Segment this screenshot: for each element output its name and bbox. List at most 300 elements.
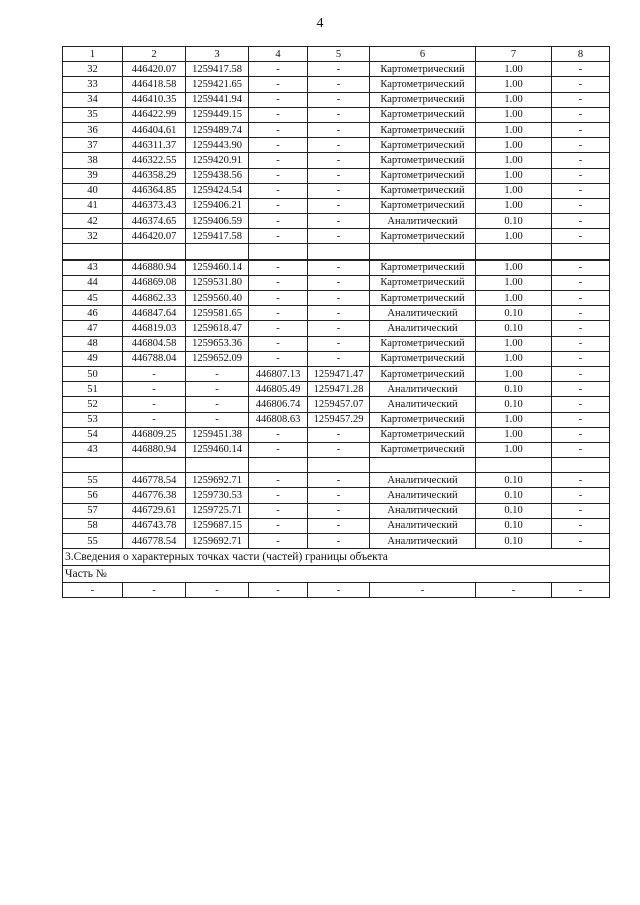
table-row <box>63 488 610 503</box>
table-cell: - <box>249 488 308 503</box>
table-cell: - <box>308 77 370 92</box>
table-cell: 446410.35 <box>123 92 186 107</box>
empty-cell <box>476 244 552 260</box>
table-cell: 58 <box>63 518 123 533</box>
table-row <box>63 77 610 92</box>
table-row <box>63 214 610 229</box>
table-cell: 1.00 <box>476 153 552 168</box>
table-cell: 0.10 <box>476 503 552 518</box>
table-cell: - <box>552 275 610 290</box>
empty-cell <box>476 458 552 473</box>
table-cell: Картометрический <box>370 351 476 366</box>
table-cell: - <box>308 214 370 229</box>
empty-cell <box>123 244 186 260</box>
table-cell: 1.00 <box>476 107 552 122</box>
table-cell: - <box>552 107 610 122</box>
column-header: 4 <box>249 47 308 62</box>
column-header: 6 <box>370 47 476 62</box>
empty-cell <box>123 458 186 473</box>
table-cell: - <box>552 442 610 457</box>
table-cell: - <box>308 291 370 306</box>
table-cell: 1.00 <box>476 229 552 244</box>
table-cell: Аналитический <box>370 306 476 321</box>
table-cell: 1259692.71 <box>186 473 249 488</box>
table-cell: 37 <box>63 138 123 153</box>
table-cell: - <box>308 122 370 137</box>
table-cell: - <box>552 427 610 442</box>
header-row <box>63 47 610 62</box>
table-cell: 446373.43 <box>123 198 186 213</box>
table-cell: 48 <box>63 336 123 351</box>
table-cell: - <box>249 351 308 366</box>
table-cell: Аналитический <box>370 473 476 488</box>
table-cell: 446880.94 <box>123 260 186 276</box>
table-cell: 446862.33 <box>123 291 186 306</box>
table-cell: 52 <box>63 397 123 412</box>
table-cell: - <box>370 583 476 598</box>
table-row <box>63 427 610 442</box>
empty-cell <box>249 458 308 473</box>
table-cell: 446778.54 <box>123 473 186 488</box>
column-header: 8 <box>552 47 610 62</box>
table-cell: 38 <box>63 153 123 168</box>
table-cell: - <box>552 503 610 518</box>
table-cell: - <box>552 397 610 412</box>
empty-cell <box>370 458 476 473</box>
table-cell: 1259457.29 <box>308 412 370 427</box>
table-cell: 55 <box>63 473 123 488</box>
table-cell: 1259424.54 <box>186 183 249 198</box>
table-cell: 446819.03 <box>123 321 186 336</box>
table-cell: - <box>552 183 610 198</box>
table-cell: - <box>249 153 308 168</box>
table-cell: - <box>249 260 308 276</box>
table-cell: - <box>308 351 370 366</box>
table-row <box>63 62 610 77</box>
table-cell: - <box>308 518 370 533</box>
table-cell: - <box>552 229 610 244</box>
table-cell: - <box>249 77 308 92</box>
table-cell: 1.00 <box>476 92 552 107</box>
table-cell: - <box>123 382 186 397</box>
part-label: Часть № <box>63 566 610 583</box>
table-cell: 446422.99 <box>123 107 186 122</box>
table-cell: - <box>552 518 610 533</box>
table-cell: - <box>308 260 370 276</box>
table-cell: 1259460.14 <box>186 260 249 276</box>
table-cell: 446418.58 <box>123 77 186 92</box>
table-cell: Аналитический <box>370 518 476 533</box>
table-cell: - <box>186 366 249 381</box>
table-cell: - <box>123 412 186 427</box>
table-cell: - <box>308 107 370 122</box>
table-cell: 56 <box>63 488 123 503</box>
table-cell: 0.10 <box>476 488 552 503</box>
empty-cell <box>370 244 476 260</box>
table-cell: 446847.64 <box>123 306 186 321</box>
table-cell: 1.00 <box>476 122 552 137</box>
table-cell: - <box>249 518 308 533</box>
table-cell: - <box>552 291 610 306</box>
table-cell: Картометрический <box>370 229 476 244</box>
table-row <box>63 107 610 122</box>
table-cell: - <box>186 412 249 427</box>
table-cell: - <box>552 198 610 213</box>
empty-cell <box>186 458 249 473</box>
table-cell: 446364.85 <box>123 183 186 198</box>
table-row <box>63 198 610 213</box>
table-cell: - <box>249 442 308 457</box>
table-cell: 1259687.15 <box>186 518 249 533</box>
table-cell: 446869.08 <box>123 275 186 290</box>
table-cell: 1.00 <box>476 351 552 366</box>
table-cell: - <box>249 291 308 306</box>
table-row <box>63 366 610 381</box>
table-cell: 1259581.65 <box>186 306 249 321</box>
table-cell: - <box>552 321 610 336</box>
table-cell: 46 <box>63 306 123 321</box>
table-cell: 0.10 <box>476 321 552 336</box>
table-cell: Картометрический <box>370 92 476 107</box>
table-cell: - <box>476 583 552 598</box>
table-cell: 1259489.74 <box>186 122 249 137</box>
empty-cell <box>63 244 123 260</box>
table-row <box>63 291 610 306</box>
empty-cell <box>308 244 370 260</box>
table-cell: - <box>308 198 370 213</box>
table-cell: 446420.07 <box>123 229 186 244</box>
table-cell: - <box>249 503 308 518</box>
table-cell: - <box>308 321 370 336</box>
table-row <box>63 229 610 244</box>
table-row <box>63 412 610 427</box>
table-cell: 1259406.59 <box>186 214 249 229</box>
empty-cell <box>308 458 370 473</box>
table-cell: - <box>552 306 610 321</box>
table-cell: 0.10 <box>476 397 552 412</box>
table-cell: 1259652.09 <box>186 351 249 366</box>
table-cell: 41 <box>63 198 123 213</box>
table-cell: - <box>308 336 370 351</box>
table-cell: - <box>186 397 249 412</box>
table-cell: - <box>552 77 610 92</box>
table-row <box>63 183 610 198</box>
table-cell: - <box>249 427 308 442</box>
table-cell: - <box>308 306 370 321</box>
column-header: 5 <box>308 47 370 62</box>
table-cell: - <box>308 583 370 598</box>
table-cell: - <box>308 275 370 290</box>
table-cell: - <box>249 321 308 336</box>
table-cell: 0.10 <box>476 473 552 488</box>
table-cell: - <box>249 183 308 198</box>
table-cell: 1259560.40 <box>186 291 249 306</box>
table-cell: - <box>308 168 370 183</box>
table-cell: 43 <box>63 442 123 457</box>
table-cell: - <box>249 62 308 77</box>
table-cell: - <box>308 153 370 168</box>
table-cell: 1.00 <box>476 260 552 276</box>
table-cell: 1259653.36 <box>186 336 249 351</box>
table-cell: 1259406.21 <box>186 198 249 213</box>
table-cell: 446729.61 <box>123 503 186 518</box>
table-cell: 40 <box>63 183 123 198</box>
table-cell: - <box>308 488 370 503</box>
table-cell: 1259438.56 <box>186 168 249 183</box>
spacer-row <box>63 458 610 473</box>
table-row <box>63 138 610 153</box>
table-cell: 55 <box>63 534 123 549</box>
table-cell: - <box>249 583 308 598</box>
table-cell: 35 <box>63 107 123 122</box>
table-cell: 1.00 <box>476 366 552 381</box>
table-cell: 1.00 <box>476 168 552 183</box>
table-row <box>63 518 610 533</box>
table-cell: 1.00 <box>476 412 552 427</box>
table-cell: 1.00 <box>476 138 552 153</box>
page-number: 4 <box>316 16 324 31</box>
table-cell: 1.00 <box>476 427 552 442</box>
table-cell: - <box>552 336 610 351</box>
table-cell: 34 <box>63 92 123 107</box>
table-cell: 1.00 <box>476 62 552 77</box>
table-cell: - <box>249 275 308 290</box>
table-cell: 54 <box>63 427 123 442</box>
table-cell: Картометрический <box>370 427 476 442</box>
table-cell: 446322.55 <box>123 153 186 168</box>
table-cell: - <box>308 138 370 153</box>
table-cell: - <box>552 583 610 598</box>
table-cell: 1.00 <box>476 198 552 213</box>
table-cell: - <box>249 534 308 549</box>
table-cell: 1.00 <box>476 336 552 351</box>
table-cell: 1259443.90 <box>186 138 249 153</box>
empty-cell <box>552 244 610 260</box>
table-cell: 44 <box>63 275 123 290</box>
table-cell: - <box>552 122 610 137</box>
table-cell: - <box>308 534 370 549</box>
table-cell: 1259420.91 <box>186 153 249 168</box>
part-label-row <box>63 566 610 583</box>
table-row <box>63 92 610 107</box>
table-cell: - <box>123 366 186 381</box>
table-cell: - <box>552 351 610 366</box>
table-cell: Картометрический <box>370 168 476 183</box>
table-cell: - <box>552 138 610 153</box>
table-row <box>63 260 610 276</box>
section-row <box>63 549 610 566</box>
table-cell: Картометрический <box>370 260 476 276</box>
table-row <box>63 397 610 412</box>
table-cell: Картометрический <box>370 275 476 290</box>
table-cell: 1.00 <box>476 275 552 290</box>
table-cell: - <box>552 153 610 168</box>
table-cell: - <box>249 122 308 137</box>
table-cell: 0.10 <box>476 518 552 533</box>
table-cell: 1.00 <box>476 77 552 92</box>
table-cell: - <box>552 412 610 427</box>
table-cell: - <box>308 503 370 518</box>
table-row <box>63 321 610 336</box>
table-cell: 0.10 <box>476 534 552 549</box>
table-cell: 446743.78 <box>123 518 186 533</box>
table-cell: 1259692.71 <box>186 534 249 549</box>
table-cell: 1259457.07 <box>308 397 370 412</box>
table-row <box>63 473 610 488</box>
table-cell: 1.00 <box>476 291 552 306</box>
table-cell: Картометрический <box>370 107 476 122</box>
table-cell: - <box>249 229 308 244</box>
table-cell: 47 <box>63 321 123 336</box>
table-cell: 39 <box>63 168 123 183</box>
table-cell: 0.10 <box>476 214 552 229</box>
table-cell: 1259417.58 <box>186 229 249 244</box>
table-cell: 446358.29 <box>123 168 186 183</box>
table-cell: 1259531.80 <box>186 275 249 290</box>
table-cell: Аналитический <box>370 321 476 336</box>
table-cell: - <box>552 473 610 488</box>
table-cell: Аналитический <box>370 534 476 549</box>
table-cell: 1.00 <box>476 183 552 198</box>
part-values-row <box>63 583 610 598</box>
table-cell: 33 <box>63 77 123 92</box>
table-cell: 42 <box>63 214 123 229</box>
table-cell: 446806.74 <box>249 397 308 412</box>
table-cell: - <box>552 214 610 229</box>
table-cell: - <box>552 260 610 276</box>
table-cell: 446808.63 <box>249 412 308 427</box>
table-cell: 36 <box>63 122 123 137</box>
table-cell: Аналитический <box>370 503 476 518</box>
table-cell: 446778.54 <box>123 534 186 549</box>
table-cell: Картометрический <box>370 336 476 351</box>
table-cell: - <box>552 366 610 381</box>
table-cell: 446788.04 <box>123 351 186 366</box>
table-cell: - <box>308 427 370 442</box>
table-cell: 446404.61 <box>123 122 186 137</box>
table-cell: 53 <box>63 412 123 427</box>
table-cell: Картометрический <box>370 291 476 306</box>
table-cell: 446374.65 <box>123 214 186 229</box>
column-header: 2 <box>123 47 186 62</box>
table-cell: 49 <box>63 351 123 366</box>
column-header: 7 <box>476 47 552 62</box>
table-cell: 1259725.71 <box>186 503 249 518</box>
table-cell: Картометрический <box>370 122 476 137</box>
empty-cell <box>552 458 610 473</box>
table-cell: - <box>249 473 308 488</box>
table-cell: Картометрический <box>370 62 476 77</box>
table-cell: - <box>249 198 308 213</box>
section-title: 3.Сведения о характерных точках части (частей) границы объекта <box>63 549 610 566</box>
table-cell: - <box>552 488 610 503</box>
table-cell: - <box>249 168 308 183</box>
table-cell: - <box>63 583 123 598</box>
table-cell: - <box>552 92 610 107</box>
table-cell: - <box>552 382 610 397</box>
table-cell: - <box>123 583 186 598</box>
table-cell: 446880.94 <box>123 442 186 457</box>
column-header: 3 <box>186 47 249 62</box>
empty-cell <box>249 244 308 260</box>
table-row <box>63 534 610 549</box>
table-cell: - <box>308 92 370 107</box>
spacer-row <box>63 244 610 260</box>
table-row <box>63 168 610 183</box>
table-cell: - <box>186 583 249 598</box>
table-cell: Аналитический <box>370 397 476 412</box>
table-cell: Картометрический <box>370 183 476 198</box>
table-row <box>63 351 610 366</box>
table-cell: - <box>308 229 370 244</box>
table-cell: 446776.38 <box>123 488 186 503</box>
table-cell: 1259618.47 <box>186 321 249 336</box>
table-cell: - <box>249 214 308 229</box>
table-cell: 446804.58 <box>123 336 186 351</box>
table-cell: - <box>308 62 370 77</box>
table-cell: 1259730.53 <box>186 488 249 503</box>
table-cell: Аналитический <box>370 488 476 503</box>
table-cell: 1259421.65 <box>186 77 249 92</box>
table-cell: Аналитический <box>370 382 476 397</box>
table-cell: 1259471.47 <box>308 366 370 381</box>
table-cell: 1259441.94 <box>186 92 249 107</box>
table-cell: - <box>249 138 308 153</box>
table-cell: - <box>552 168 610 183</box>
table-cell: - <box>186 382 249 397</box>
column-header: 1 <box>63 47 123 62</box>
table-cell: - <box>552 62 610 77</box>
table-cell: 446311.37 <box>123 138 186 153</box>
table-cell: 51 <box>63 382 123 397</box>
table-row <box>63 275 610 290</box>
table-row <box>63 153 610 168</box>
table-cell: 45 <box>63 291 123 306</box>
table-cell: 1259471.28 <box>308 382 370 397</box>
characteristic-points-table <box>62 46 610 598</box>
table-cell: Картометрический <box>370 77 476 92</box>
table-cell: 1259460.14 <box>186 442 249 457</box>
table-cell: - <box>308 473 370 488</box>
table-cell: - <box>249 306 308 321</box>
table-cell: Картометрический <box>370 198 476 213</box>
table-cell: 446420.07 <box>123 62 186 77</box>
table-cell: Картометрический <box>370 412 476 427</box>
table-row <box>63 382 610 397</box>
table-cell: 0.10 <box>476 306 552 321</box>
table-cell: 1259451.38 <box>186 427 249 442</box>
table-cell: - <box>249 336 308 351</box>
table-row <box>63 442 610 457</box>
table-cell: 57 <box>63 503 123 518</box>
table-cell: 0.10 <box>476 382 552 397</box>
table-cell: 50 <box>63 366 123 381</box>
table-cell: 1259449.15 <box>186 107 249 122</box>
table-cell: - <box>552 534 610 549</box>
table-cell: - <box>123 397 186 412</box>
table-cell: Картометрический <box>370 366 476 381</box>
table-cell: Картометрический <box>370 442 476 457</box>
table-cell: 446809.25 <box>123 427 186 442</box>
table-cell: Картометрический <box>370 138 476 153</box>
table-cell: - <box>308 183 370 198</box>
table-cell: - <box>249 92 308 107</box>
table-cell: 1259417.58 <box>186 62 249 77</box>
table-row <box>63 336 610 351</box>
table-cell: 32 <box>63 229 123 244</box>
table-row <box>63 503 610 518</box>
empty-cell <box>186 244 249 260</box>
